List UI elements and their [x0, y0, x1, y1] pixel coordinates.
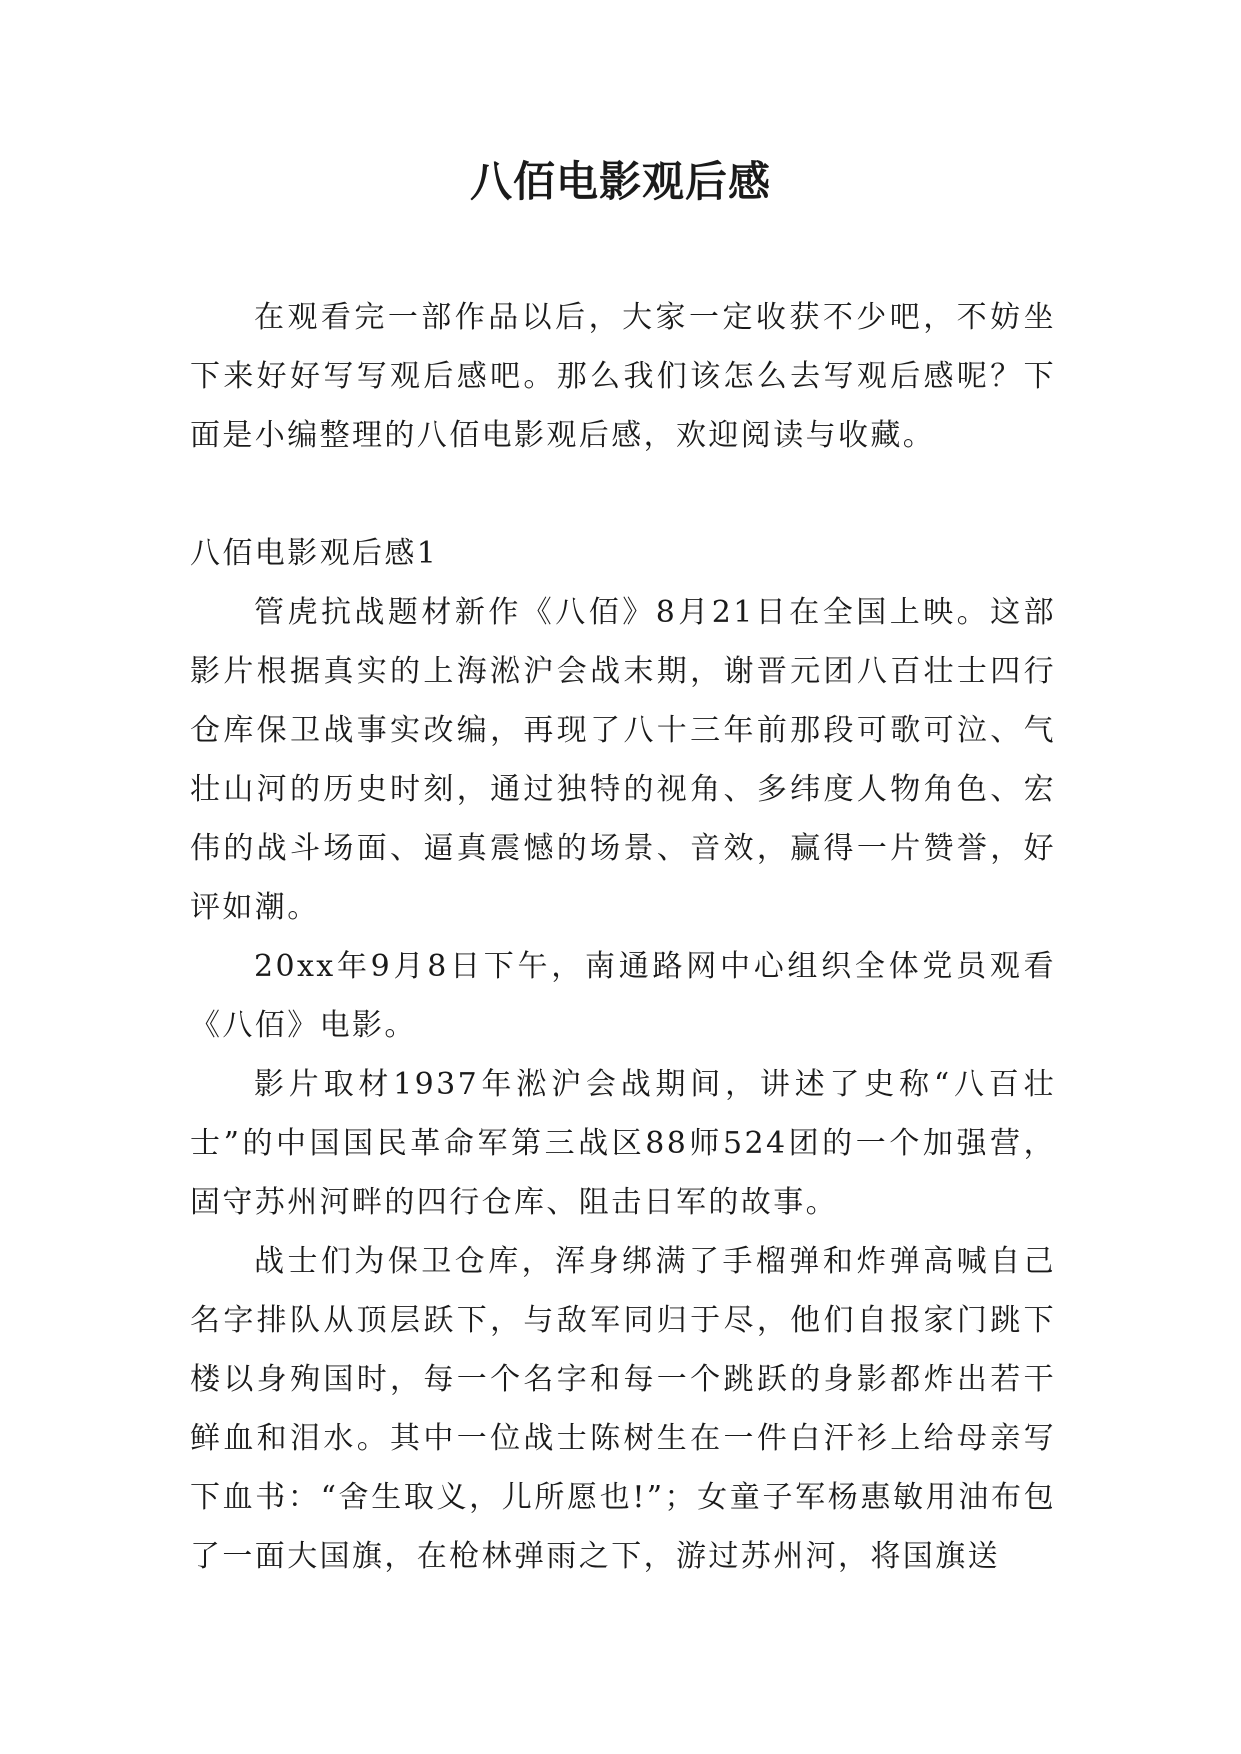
document-title: 八佰电影观后感	[469, 157, 771, 206]
section-heading: 八佰电影观后感1	[190, 536, 439, 571]
body-paragraph-4: 战士们为保卫仓库，浑身绑满了手榴弹和炸弹高喊自己名字排队从顶层跃下，与敌军同归于尽，他们自报家门跳下楼以身殉国时，每一个名字和每一个跳跃的身影都炸出若干鲜血和泪水。其中一位战士陈树生在一件白汗衫上给母亲写下血书：“舍生取义，儿所愿也!”；女童子军杨惠敏用油布包了一面大国旗，在枪林弹雨之下，游过苏州河，将国旗送	[190, 1244, 1056, 1574]
document-body	[190, 288, 1056, 1586]
body-paragraph-2: 20xx年9月8日下午，南通路网中心组织全体党员观看《八佰》电影。	[190, 949, 1056, 1043]
intro-paragraph: 在观看完一部作品以后，大家一定收获不少吧，不妨坐下来好好写写观后感吧。那么我们该怎么去写观后感呢？下面是小编整理的八佰电影观后感，欢迎阅读与收藏。	[190, 300, 1056, 453]
body-paragraph-3: 影片取材1937年淞沪会战期间，讲述了史称“八百壮士”的中国国民革命军第三战区88师524团的一个加强营，固守苏州河畔的四行仓库、阻击日军的故事。	[190, 1067, 1056, 1220]
body-paragraph-1: 管虎抗战题材新作《八佰》8月21日在全国上映。这部影片根据真实的上海淞沪会战末期，谢晋元团八百壮士四行仓库保卫战事实改编，再现了八十三年前那段可歌可泣、气壮山河的历史时刻，通过独特的视角、多纬度人物角色、宏伟的战斗场面、逼真震憾的场景、音效，赢得一片赞誉，好评如潮。	[190, 595, 1056, 925]
